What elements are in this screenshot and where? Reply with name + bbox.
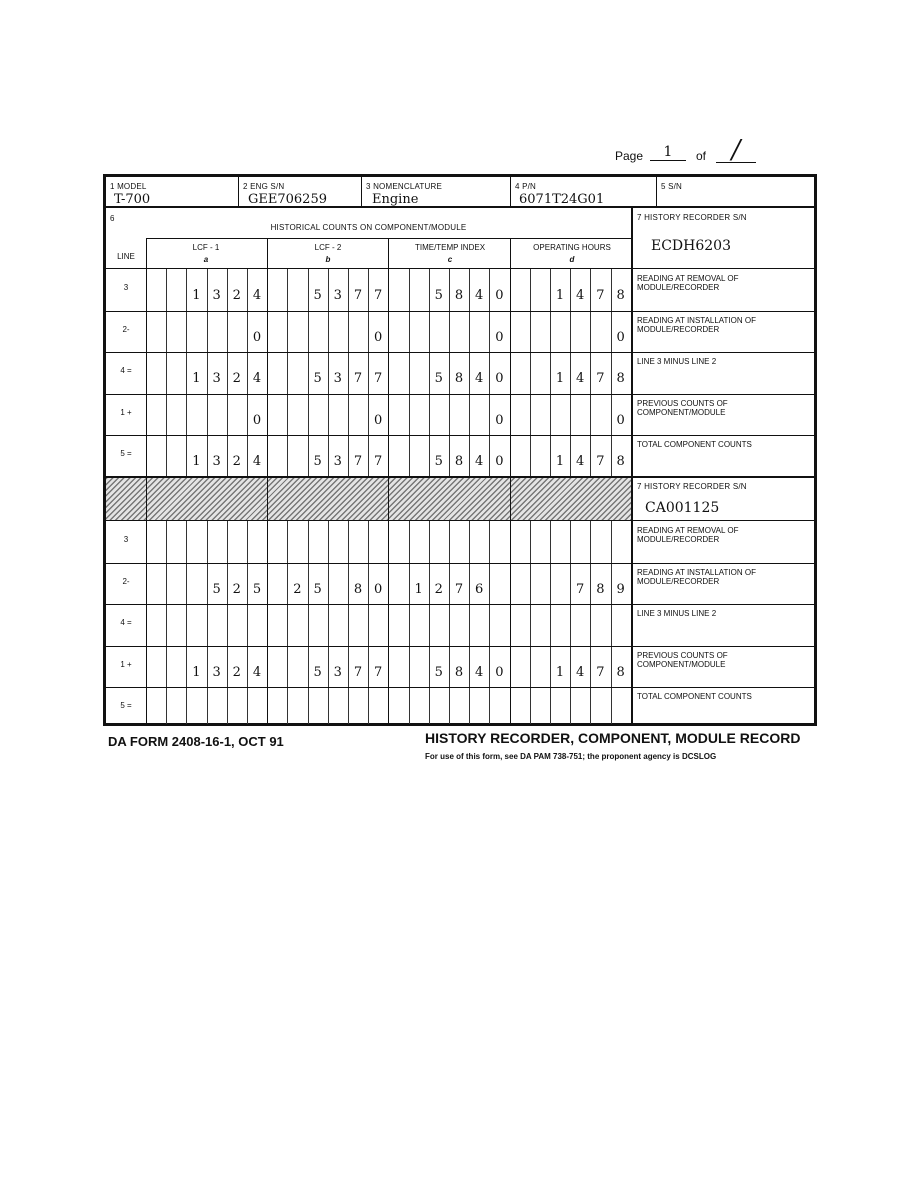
divider xyxy=(106,394,814,395)
count-cell[interactable]: 5 xyxy=(313,581,322,597)
count-cell[interactable]: 2 xyxy=(434,581,443,597)
count-cell[interactable]: 0 xyxy=(252,329,262,345)
row-line-number: 3 xyxy=(123,283,129,292)
count-cell[interactable]: 0 xyxy=(495,329,504,345)
count-cell[interactable]: 3 xyxy=(333,288,342,303)
pn-label: 4 P/N xyxy=(515,182,537,191)
divider xyxy=(409,521,410,724)
history-record-form xyxy=(103,174,817,726)
eng-sn-label: 2 ENG S/N xyxy=(243,182,285,191)
eng-sn-field[interactable]: GEE706259 xyxy=(248,192,327,207)
count-cell[interactable]: 8 xyxy=(454,664,464,680)
row-description: LINE 3 MINUS LINE 2 xyxy=(637,357,717,366)
count-cell[interactable]: 4 xyxy=(475,664,484,680)
count-cell[interactable]: 0 xyxy=(252,412,262,428)
count-cell[interactable]: 0 xyxy=(374,581,383,597)
count-cell[interactable]: 4 xyxy=(252,664,262,680)
count-cell[interactable]: 7 xyxy=(576,581,585,597)
divider xyxy=(656,177,657,206)
count-cell[interactable]: 4 xyxy=(576,371,585,386)
count-cell[interactable]: 9 xyxy=(616,581,625,597)
count-cell[interactable]: 8 xyxy=(616,371,625,386)
divider xyxy=(106,352,814,353)
count-cell[interactable]: 5 xyxy=(252,581,262,597)
count-cell[interactable]: 2 xyxy=(232,664,241,680)
divider xyxy=(287,269,288,476)
count-cell[interactable]: 0 xyxy=(616,412,625,428)
divider xyxy=(429,521,430,724)
count-cell[interactable]: 5 xyxy=(313,454,322,469)
divider xyxy=(449,521,450,724)
row-description: READING AT INSTALLATION OF MODULE/RECORDER xyxy=(637,315,756,334)
count-cell[interactable]: 0 xyxy=(616,329,625,345)
count-cell[interactable]: 5 xyxy=(434,454,443,469)
count-cell[interactable]: 7 xyxy=(353,371,363,386)
header-divider xyxy=(106,206,814,208)
divider xyxy=(489,521,490,724)
divider xyxy=(227,521,228,724)
row-line-number: 5 = xyxy=(120,449,132,458)
count-cell[interactable]: 0 xyxy=(495,664,504,680)
divider xyxy=(368,521,369,724)
count-cell[interactable]: 3 xyxy=(212,664,221,680)
divider xyxy=(590,521,591,724)
divider xyxy=(207,521,208,724)
count-cell[interactable]: 7 xyxy=(374,664,383,680)
count-cell[interactable]: 3 xyxy=(333,371,342,386)
count-cell[interactable]: 0 xyxy=(495,454,504,469)
divider xyxy=(166,269,167,476)
count-cell[interactable]: 7 xyxy=(596,371,605,386)
row-line-number: 3 xyxy=(123,535,129,544)
row-description: TOTAL COMPONENT COUNTS xyxy=(637,440,752,449)
count-cell[interactable]: 1 xyxy=(555,371,565,386)
divider xyxy=(361,177,362,206)
row-line-number: 1 + xyxy=(120,659,132,669)
divider xyxy=(530,521,531,724)
count-cell[interactable]: 2 xyxy=(293,581,302,597)
divider xyxy=(106,604,814,605)
count-cell[interactable]: 0 xyxy=(374,329,383,345)
model-field[interactable]: T-700 xyxy=(114,192,151,207)
count-cell[interactable]: 4 xyxy=(252,288,262,303)
row-line-number: 4 = xyxy=(120,618,132,627)
divider xyxy=(287,521,288,724)
count-cell[interactable]: 5 xyxy=(313,664,322,680)
row-description: READING AT INSTALLATION OF MODULE/RECORDER xyxy=(637,567,756,586)
divider xyxy=(106,563,814,564)
form-title: HISTORY RECORDER, COMPONENT, MODULE RECORD xyxy=(425,730,801,746)
count-cell[interactable]: 2 xyxy=(232,288,241,303)
count-cell[interactable]: 8 xyxy=(454,454,464,469)
count-cell[interactable]: 8 xyxy=(616,454,625,469)
divider xyxy=(550,521,551,724)
count-cell[interactable]: 3 xyxy=(212,288,221,303)
count-cell[interactable]: 4 xyxy=(576,454,585,469)
count-cell[interactable]: 7 xyxy=(353,664,363,680)
row-description: PREVIOUS COUNTS OF COMPONENT/MODULE xyxy=(637,650,728,669)
section6-title: HISTORICAL COUNTS ON COMPONENT/MODULE xyxy=(270,223,467,232)
row-line-number: 5 = xyxy=(120,701,132,710)
count-cell[interactable]: 8 xyxy=(454,288,464,303)
row-line-number: 2- xyxy=(122,576,130,586)
col-lcf2-label: LCF - 2 xyxy=(314,243,342,252)
count-cell[interactable]: 7 xyxy=(353,454,363,469)
count-cell[interactable]: 5 xyxy=(434,288,443,303)
count-cell[interactable]: 0 xyxy=(495,288,504,303)
col-lcf2-sub: b xyxy=(325,255,331,264)
count-cell[interactable]: 1 xyxy=(192,664,201,680)
divider xyxy=(267,238,268,476)
count-cell[interactable]: 7 xyxy=(596,664,605,680)
count-cell[interactable]: 3 xyxy=(212,454,221,469)
divider xyxy=(106,520,814,521)
count-cell[interactable]: 4 xyxy=(252,454,262,469)
count-cell[interactable]: 7 xyxy=(454,581,464,597)
count-cell[interactable]: 8 xyxy=(454,371,464,386)
divider xyxy=(308,521,309,724)
count-cell[interactable]: 2 xyxy=(232,581,241,597)
divider xyxy=(409,269,410,476)
recorder2-label: 7 HISTORY RECORDER S/N xyxy=(637,482,747,491)
count-cell[interactable]: 7 xyxy=(596,288,605,303)
count-cell[interactable]: 4 xyxy=(576,664,585,680)
count-cell[interactable]: 1 xyxy=(555,664,565,680)
row-line-number: 4 = xyxy=(120,366,132,375)
divider xyxy=(611,521,612,724)
divider xyxy=(247,521,248,724)
divider xyxy=(530,269,531,476)
col-lcf1-sub: a xyxy=(203,255,209,264)
count-cell[interactable]: 1 xyxy=(414,581,423,597)
page-label: Page xyxy=(615,149,644,163)
count-cell[interactable]: 3 xyxy=(333,454,342,469)
count-cell[interactable]: 3 xyxy=(333,664,342,680)
form-id: DA FORM 2408-16-1, OCT 91 xyxy=(108,734,284,749)
count-cell[interactable]: 7 xyxy=(353,288,363,303)
col-lcf1-label: LCF - 1 xyxy=(192,243,220,252)
count-cell[interactable]: 0 xyxy=(495,412,504,428)
form-note: For use of this form, see DA PAM 738-751; the proponent agency is DCSLOG xyxy=(425,752,717,761)
divider xyxy=(510,177,511,206)
count-cell[interactable]: 7 xyxy=(374,288,383,303)
count-cell[interactable]: 1 xyxy=(192,454,201,469)
divider xyxy=(469,521,470,724)
recorder1-label: 7 HISTORY RECORDER S/N xyxy=(637,213,747,222)
count-cell[interactable]: 4 xyxy=(475,288,484,303)
model-label: 1 MODEL xyxy=(110,182,147,191)
count-cell[interactable]: 5 xyxy=(434,371,443,386)
divider xyxy=(166,521,167,724)
count-cell[interactable]: 8 xyxy=(616,664,625,680)
divider xyxy=(146,238,147,476)
divider xyxy=(388,238,389,476)
count-cell[interactable]: 1 xyxy=(555,288,565,303)
divider xyxy=(570,521,571,724)
divider xyxy=(186,521,187,724)
count-cell[interactable]: 1 xyxy=(555,454,565,469)
col-ophours-label: OPERATING HOURS xyxy=(533,243,611,252)
hatched-separator xyxy=(106,478,631,520)
count-cell[interactable]: 7 xyxy=(374,454,383,469)
divider xyxy=(633,268,814,269)
row-description: READING AT REMOVAL OF MODULE/RECORDER xyxy=(637,526,739,544)
nomenclature-field[interactable]: Engine xyxy=(372,192,419,207)
count-cell[interactable]: 6 xyxy=(475,581,484,597)
count-cell[interactable]: 2 xyxy=(232,454,241,469)
divider xyxy=(238,177,239,206)
row-description: PREVIOUS COUNTS OF COMPONENT/MODULE xyxy=(637,398,728,417)
recorder1-sn-field[interactable]: ECDH6203 xyxy=(651,238,731,254)
section6-number: 6 xyxy=(110,214,115,223)
col-ophours-sub: d xyxy=(569,255,575,264)
row-line-number: 2- xyxy=(122,324,130,334)
count-cell[interactable]: 3 xyxy=(212,371,221,386)
count-cell[interactable]: 1 xyxy=(192,371,201,386)
divider xyxy=(328,521,329,724)
count-cell[interactable]: 0 xyxy=(495,371,504,386)
count-cell[interactable]: 2 xyxy=(232,371,241,386)
count-cell[interactable]: 4 xyxy=(252,371,262,386)
pn-field[interactable]: 6071T24G01 xyxy=(519,192,605,207)
count-cell[interactable]: 5 xyxy=(313,288,322,303)
of-label: of xyxy=(696,149,707,163)
divider xyxy=(106,311,814,312)
col-timetemp-label: TIME/TEMP INDEX xyxy=(414,243,486,252)
count-cell[interactable]: 4 xyxy=(475,454,484,469)
divider xyxy=(510,238,511,476)
count-cell[interactable]: 8 xyxy=(353,581,363,597)
row-line-number: 1 + xyxy=(120,407,132,417)
count-cell[interactable]: 7 xyxy=(596,454,605,469)
col-timetemp-sub: c xyxy=(447,255,453,264)
count-cell[interactable]: 1 xyxy=(192,288,201,303)
count-cell[interactable]: 4 xyxy=(475,371,484,386)
row-description: TOTAL COMPONENT COUNTS xyxy=(637,692,752,701)
count-cell[interactable]: 5 xyxy=(434,664,443,680)
count-cell[interactable]: 8 xyxy=(596,581,605,597)
row-description: LINE 3 MINUS LINE 2 xyxy=(637,609,717,618)
right-column-divider xyxy=(631,208,633,724)
divider xyxy=(348,521,349,724)
divider xyxy=(106,687,814,688)
count-cell[interactable]: 5 xyxy=(212,581,221,597)
count-cell[interactable]: 7 xyxy=(374,371,383,386)
nomenclature-label: 3 NOMENCLATURE xyxy=(366,182,442,191)
count-cell[interactable]: 8 xyxy=(616,288,625,303)
count-cell[interactable]: 4 xyxy=(576,288,585,303)
sn-label: 5 S/N xyxy=(661,182,683,191)
total-pages-field[interactable]: / xyxy=(716,138,756,163)
divider xyxy=(106,646,814,647)
line-column-header: LINE xyxy=(117,252,135,261)
page-number-field[interactable]: 1 xyxy=(650,144,686,161)
recorder2-sn-field[interactable]: CA001125 xyxy=(645,500,720,516)
count-cell[interactable]: 5 xyxy=(313,371,322,386)
divider xyxy=(106,435,814,436)
count-cell[interactable]: 0 xyxy=(374,412,383,428)
row-description: READING AT REMOVAL OF MODULE/RECORDER xyxy=(637,274,739,292)
